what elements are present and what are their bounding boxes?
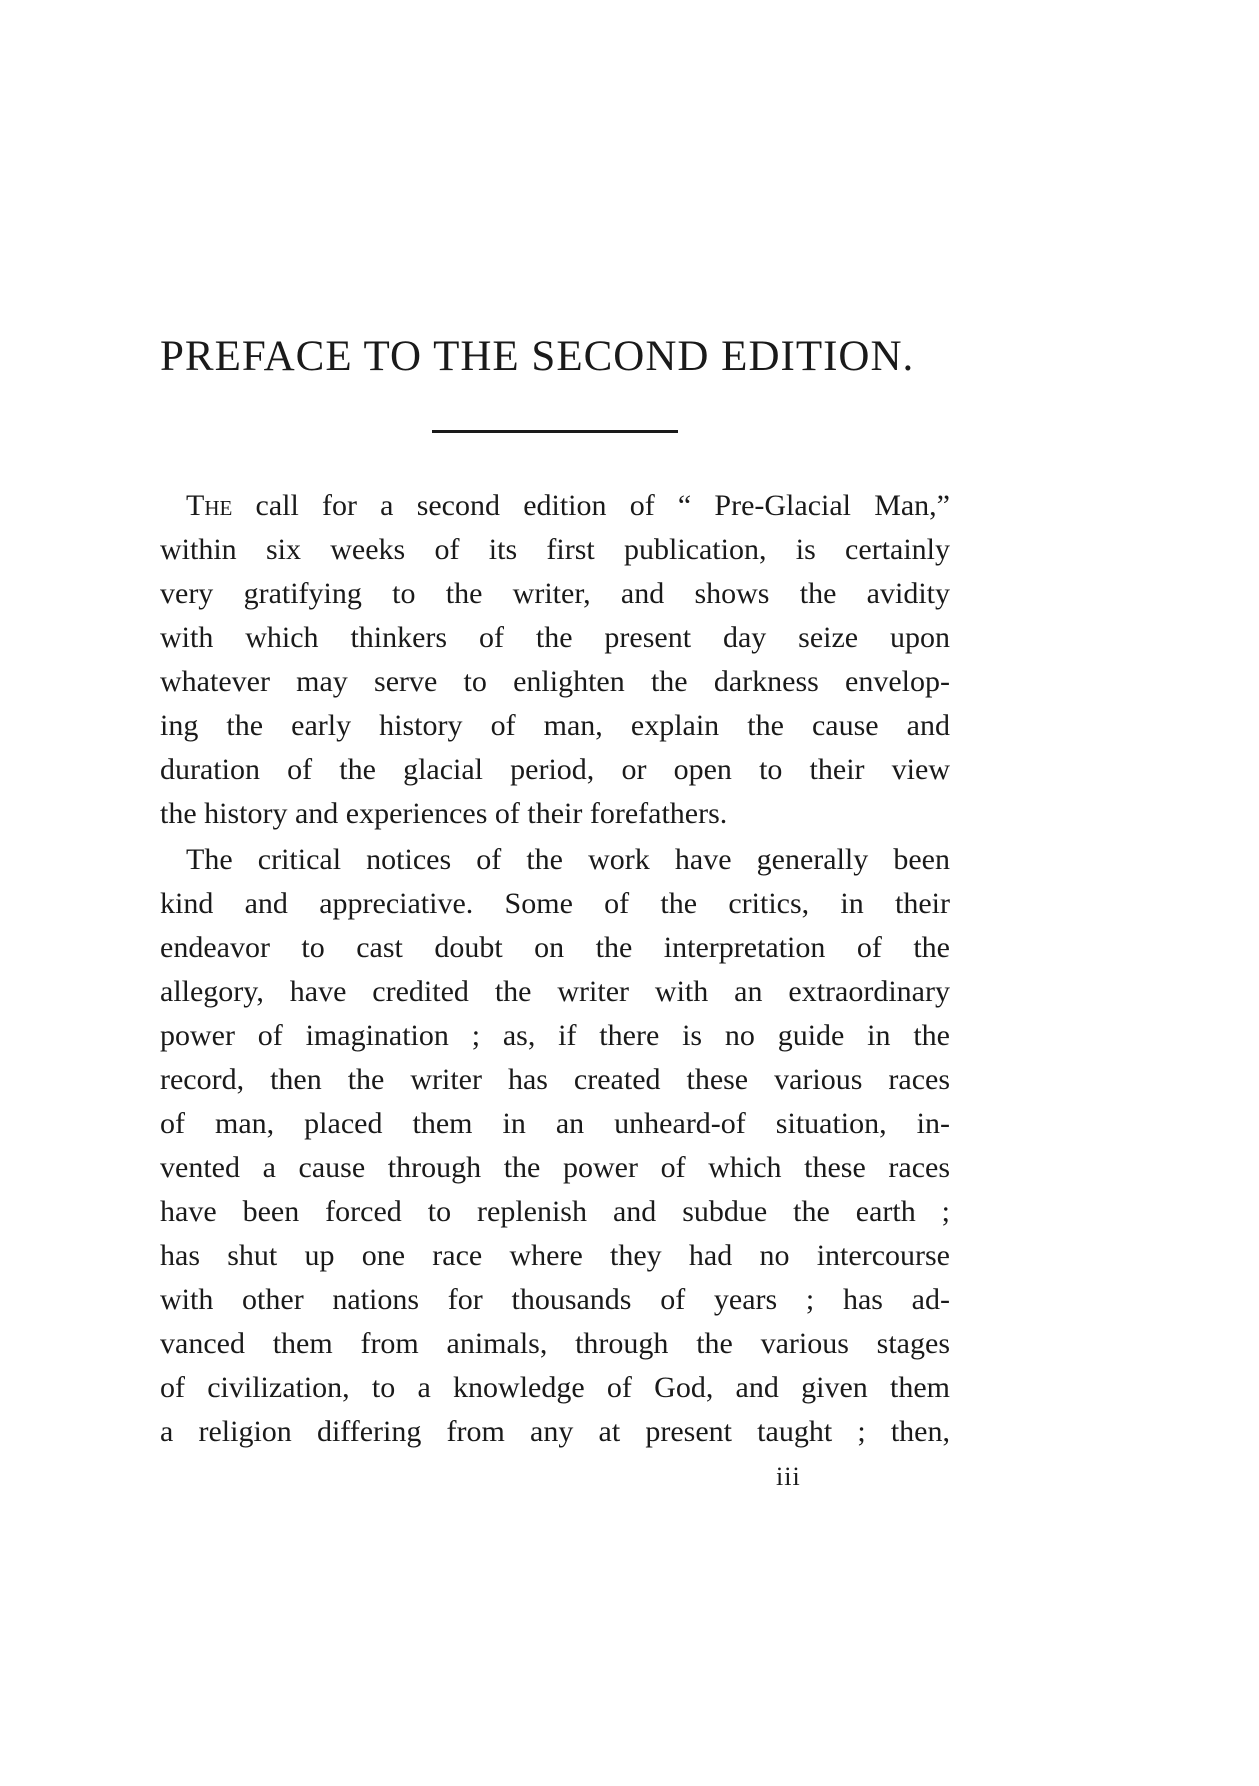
paragraph-2-line: endeavor to cast doubt on the interpretation of the (160, 931, 950, 964)
title-rule (432, 430, 678, 433)
paragraph-2-line: allegory, have credited the writer with an extraordinary (160, 975, 950, 1008)
paragraph-2-line: of man, placed them in an unheard-of situation, in- (160, 1107, 950, 1140)
paragraph-2-line: has shut up one race where they had no intercourse (160, 1239, 950, 1272)
page-title: PREFACE TO THE SECOND EDITION. (160, 333, 915, 380)
paragraph-1-line: very gratifying to the writer, and shows the avidity (160, 577, 950, 610)
paragraph-2-line: have been forced to replenish and subdue the earth ; (160, 1195, 950, 1228)
paragraph-2-line: with other nations for thousands of years ; has ad- (160, 1283, 950, 1316)
paragraph-2-line: vanced them from animals, through the various stages (160, 1327, 950, 1360)
paragraph-1-line: ing the early history of man, explain the cause and (160, 709, 950, 742)
paragraph-2-line: power of imagination ; as, if there is no guide in the (160, 1019, 950, 1052)
paragraph-2-line: kind and appreciative. Some of the critics, in their (160, 887, 950, 920)
page-number: iii (776, 1462, 801, 1491)
paragraph-2-line: record, then the writer has created these various races (160, 1063, 950, 1096)
paragraph-1-line-1 (186, 488, 950, 524)
paragraph-1-line: whatever may serve to enlighten the darkness envelop- (160, 665, 950, 698)
paragraph-2-line: The critical notices of the work have generally been (186, 843, 950, 876)
paragraph-1-line: duration of the glacial period, or open to their view (160, 753, 950, 786)
paragraph-1-line: with which thinkers of the present day seize upon (160, 621, 950, 654)
paragraph-2-line: vented a cause through the power of which these races (160, 1151, 950, 1184)
drop-small-caps-word: The (186, 489, 233, 522)
paragraph-1-line: the history and experiences of their forefathers. (160, 797, 728, 830)
paragraph-2-line: of civilization, to a knowledge of God, and given them (160, 1371, 950, 1404)
paragraph-1-line-1-text: call for a second edition of “ Pre-Glacial Man,” (232, 489, 950, 522)
paragraph-1-line: within six weeks of its first publication, is certainly (160, 533, 950, 566)
paragraph-2-line: a religion differing from any at present taught ; then, (160, 1415, 950, 1448)
